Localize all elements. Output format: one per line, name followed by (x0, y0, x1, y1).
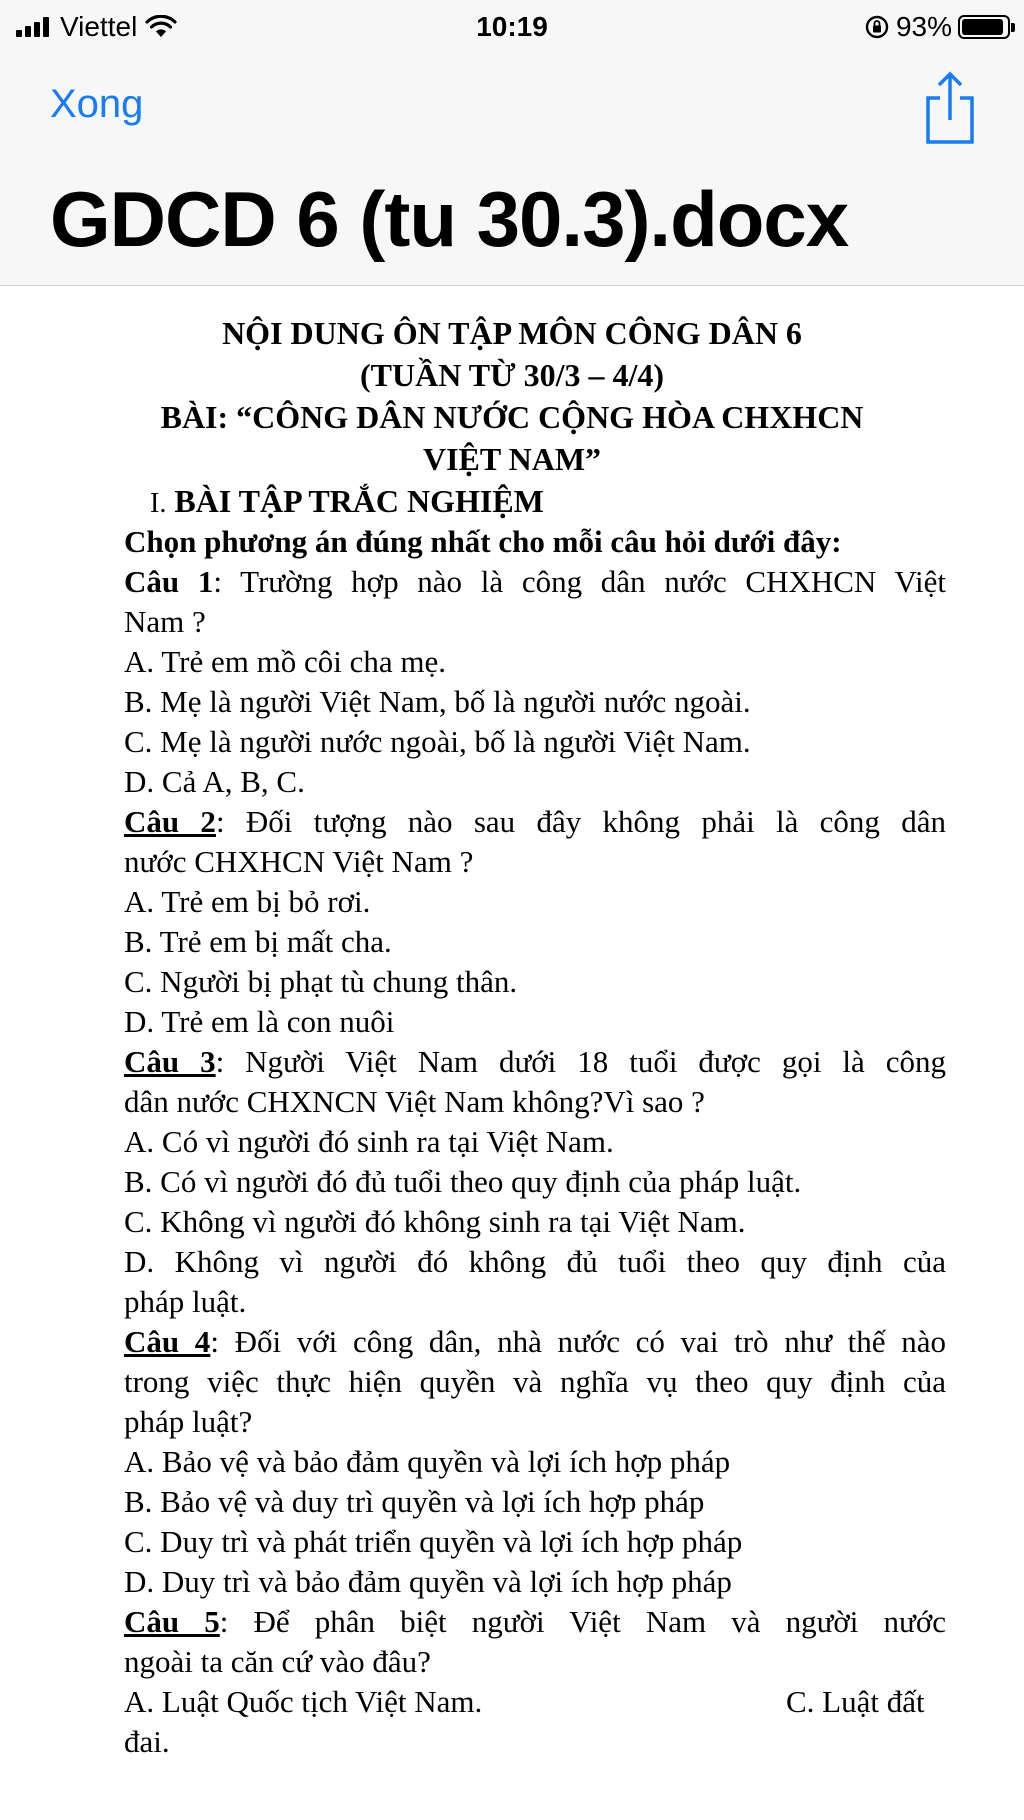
cellular-signal-icon (16, 17, 52, 37)
question-1-option-b: B. Mẹ là người Việt Nam, bố là người nước ngoài. (124, 684, 751, 719)
share-icon[interactable] (922, 68, 978, 146)
section-heading (150, 481, 544, 524)
status-left (16, 9, 177, 45)
wifi-icon (145, 15, 177, 39)
question-2-label: Câu 2 (124, 804, 216, 839)
question-1-label: Câu 1 (124, 564, 214, 599)
question-5-line-2: ngoài ta căn cứ vào đâu? (124, 1644, 431, 1679)
question-5-line-1 (124, 1602, 946, 1642)
question-5-option-a: A. Luật Quốc tịch Việt Nam. (124, 1684, 483, 1719)
question-4-option-d: D. Duy trì và bảo đảm quyền và lợi ích hợp pháp (124, 1564, 732, 1599)
question-3-option-c: C. Không vì người đó không sinh ra tại Việt Nam. (124, 1204, 746, 1239)
question-4-option-b: B. Bảo vệ và duy trì quyền và lợi ích hợp pháp (124, 1484, 705, 1519)
doc-title-line-3: BÀI: “CÔNG DÂN NƯỚC CỘNG HÒA CHXHCN (160, 399, 864, 435)
question-4-line-2: trong việc thực hiện quyền và nghĩa vụ theo quy định của (124, 1364, 946, 1399)
doc-title-line-2: (TUẦN TỪ 30/3 – 4/4) (360, 357, 664, 393)
question-4-line-1 (124, 1322, 946, 1362)
question-5-label: Câu 5 (124, 1604, 220, 1639)
question-1-option-c: C. Mẹ là người nước ngoài, bố là người Việt Nam. (124, 724, 751, 759)
question-3-label: Câu 3 (124, 1044, 216, 1079)
question-4-label: Câu 4 (124, 1324, 211, 1359)
question-3-text: : Người Việt Nam dưới 18 tuổi được gọi là công (215, 1044, 946, 1079)
question-4-text: : Đối với công dân, nhà nước có vai trò như thế nào (210, 1324, 946, 1359)
question-4-option-c: C. Duy trì và phát triển quyền và lợi ích hợp pháp (124, 1524, 743, 1559)
question-2-line-1 (124, 802, 946, 842)
status-right (864, 9, 1010, 45)
battery-level-fill (962, 19, 1003, 35)
question-5-text: : Để phân biệt người Việt Nam và người nước (219, 1604, 946, 1639)
question-4-line-3: pháp luật? (124, 1404, 253, 1439)
document-title: GDCD 6 (tu 30.3).docx (50, 175, 849, 263)
battery-percentage: 93% (895, 11, 952, 42)
doc-title-line-4: VIỆT NAM” (422, 441, 602, 477)
question-2-option-c: C. Người bị phạt tù chung thân. (124, 964, 518, 999)
orientation-lock-icon (864, 14, 890, 40)
battery-icon (958, 15, 1010, 39)
question-5-option-c-cont: đai. (124, 1724, 170, 1759)
instruction: Chọn phương án đúng nhất cho mỗi câu hỏi dưới đây: (124, 524, 842, 559)
question-1-option-d: D. Cả A, B, C. (124, 764, 305, 799)
carrier-name: Viettel (60, 11, 138, 42)
question-3-option-b: B. Có vì người đó đủ tuổi theo quy định của pháp luật. (124, 1164, 802, 1199)
status-time: 10:19 (476, 11, 548, 42)
question-4-option-a: A. Bảo vệ và bảo đảm quyền và lợi ích hợp pháp (124, 1444, 731, 1479)
question-1-line-2: Nam ? (124, 604, 206, 639)
question-3-option-a: A. Có vì người đó sinh ra tại Việt Nam. (124, 1124, 614, 1159)
question-2-option-d: D. Trẻ em là con nuôi (124, 1004, 395, 1039)
question-3-line-2: dân nước CHXNCN Việt Nam không?Vì sao ? (124, 1084, 705, 1119)
question-5-option-c: C. Luật đất (786, 1684, 925, 1719)
done-button[interactable]: Xong (50, 82, 144, 126)
section-number: I. (150, 488, 167, 519)
status-bar (0, 0, 1024, 54)
document-page (0, 287, 1024, 1820)
question-1-line-1 (124, 562, 946, 602)
question-3-line-1 (124, 1042, 946, 1082)
question-2-text: : Đối tượng nào sau đây không phải là công dân (215, 804, 946, 839)
question-3-option-d-cont: pháp luật. (124, 1284, 247, 1319)
question-2-option-b: B. Trẻ em bị mất cha. (124, 924, 392, 959)
question-3-option-d: D. Không vì người đó không đủ tuổi theo quy định của (124, 1244, 946, 1279)
section-title: BÀI TẬP TRẮC NGHIỆM (174, 483, 544, 519)
doc-title-line-1: NỘI DUNG ÔN TẬP MÔN CÔNG DÂN 6 (222, 315, 802, 351)
question-1-text: : Trường hợp nào là công dân nước CHXHCN Việt (213, 564, 946, 599)
question-2-option-a: A. Trẻ em bị bỏ rơi. (124, 884, 371, 919)
question-2-line-2: nước CHXHCN Việt Nam ? (124, 844, 474, 879)
navigation-bar (0, 54, 1024, 286)
question-1-option-a: A. Trẻ em mồ côi cha mẹ. (124, 644, 447, 679)
